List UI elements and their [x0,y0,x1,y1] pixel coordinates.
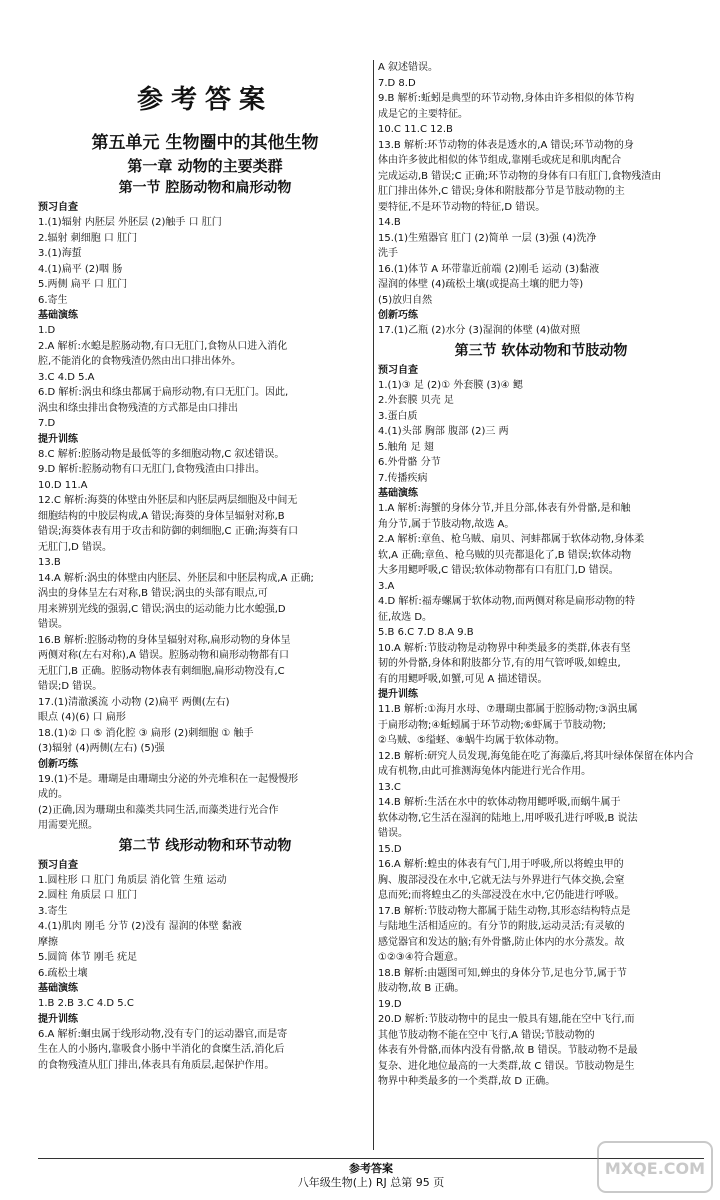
watermark-logo-icon [596,1140,714,1194]
answer-line: 3.C 4.D 5.A [38,371,95,383]
sub-heading: 创新巧练 [378,310,418,321]
answer-line: 10.D 11.A [38,479,88,491]
answer-line: 6.外骨骼 分节 [378,457,441,468]
section-title-1: 第一节 腔肠动物和扁形动物 [118,180,292,196]
answer-line: 3.寄生 [38,905,68,917]
answer-line: 17.(1)乙瓶 (2)水分 (3)湿润的体壁 (4)做对照 [378,325,581,336]
sub-heading: 提升训练 [38,433,78,445]
answer-line: 要特征,不是环节动物的特征,D 错误。 [378,201,546,213]
page-title: 参考答案 [136,85,273,115]
answer-line: 5.两侧 扁平 口 肛门 [38,279,128,290]
answer-line: 物界中种类最多的一个类群,故 D 正确。 [378,1076,556,1087]
answer-line: 角分节,属于节肢动物,故选 A。 [378,518,515,530]
answer-line: 其他节肢动物不能在空中飞行,A 错误;节肢动物的 [378,1029,595,1041]
answer-line: 8.C 解析:腔肠动物是最低等的多细胞动物,C 叙述错误。 [38,448,285,460]
answer-line: 体由许多彼此相似的体节组成,靠刚毛或疣足和肌肉配合 [378,155,622,166]
answer-line: 无肛门,D 错误。 [38,541,113,553]
answer-line: 3.A [378,580,395,592]
answer-line: 14.B 解析:生活在水中的软体动物用鳃呼吸,而蜗牛属于 [378,797,621,808]
answer-line: 12.C 解析:海葵的体壁由外胚层和内胚层两层细胞及中间无 [38,495,298,506]
sub-heading: 基础演练 [38,310,78,321]
answer-line: 成的。 [38,789,68,800]
answer-line: 13.B [38,557,61,568]
answer-line: 涡虫和绦虫排出食物残渣的方式都是由口排出 [38,402,238,414]
answer-line: 6.寄生 [38,294,68,306]
answer-line: 19.(1)不是。珊瑚是由珊瑚虫分泌的外壳堆积在一起慢慢形 [38,773,299,785]
right-body-a [378,60,704,339]
footer-title: 参考答案 [349,1162,393,1175]
answer-line: 14.A 解析:涡虫的体壁由内胚层、外胚层和中胚层构成,A 正确; [38,572,314,584]
answer-line: 与陆地生活相适应的。有分节的附肢,运动灵活;有灵敏的 [378,921,625,932]
answer-line: 6.D 解析:涡虫和绦虫都属于扁形动物,有口无肛门。因此, [38,387,289,398]
sub-heading: 预习自查 [38,859,78,871]
answer-line: 征,故选 D。 [378,611,433,623]
answer-line: 18.(1)② 口 ⑤ 消化腔 ③ 扁形 (2)刺细胞 ① 触手 [38,727,254,739]
answer-line: 1.D [38,325,56,336]
answer-line: 3.(1)海蜇 [38,248,82,259]
answer-line: 9.B 解析:蚯蚓是典型的环节动物,身体由许多相似的体节构 [378,93,635,104]
sub-heading: 基础演练 [38,983,78,994]
answer-line: (2)正确,因为珊瑚虫和藻类共同生活,而藻类进行光合作 [38,804,279,816]
answer-line: 2.A 解析:章鱼、枪乌贼、扇贝、河蚌都属于软体动物,身体柔 [378,534,645,545]
answer-line: 的食物残渣从肛门排出,体表具有角质层,起保护作用。 [38,1059,275,1071]
right-body-b [378,363,704,1090]
answer-line: 13.C [378,781,401,793]
answer-line: 19.D [378,998,402,1010]
answer-line: 细胞结构的中胶层构成,A 错误;海葵的身体呈辐射对称,B [38,510,285,522]
answer-line: A 叙述错误。 [378,62,439,73]
answer-line: 成是它的主要特征。 [378,108,468,120]
answer-line: 洗手 [378,248,398,259]
answer-line: 复杂、进化地位最高的一大类群,故 C 错误。节肢动物是生 [378,1060,635,1072]
answer-line: 成有机物,由此可推测海兔体内能进行光合作用。 [378,766,592,777]
answer-line: 错误;海葵体表有用于攻击和防御的刺细胞,C 正确;海葵有口 [38,526,299,537]
answer-line: 摩擦 [38,936,58,948]
answer-line: 10.C 11.C 12.B [378,124,453,135]
section-2-body [38,858,372,1074]
answer-line: 用需要光照。 [38,820,98,831]
answer-line: 7.D 8.D [378,77,416,89]
answer-line: 2.辐射 刺细胞 口 肛门 [38,232,138,244]
sub-heading: 创新巧练 [38,758,78,770]
answer-line: 胸、腹部浸没在水中,它就无法与外界进行气体交换,会窒 [378,874,625,886]
answer-line: 15.D [378,843,402,855]
answer-line: 15.(1)生殖器官 肛门 (2)简单 一层 (3)强 (4)洗净 [378,232,597,244]
section-title-3: 第三节 软体动物和节肢动物 [454,342,628,359]
answer-line: 7.D [38,418,56,429]
answer-line: (3)辐射 (4)两侧(左右) (5)强 [38,743,165,754]
answer-line: 肢动物,故 B 正确。 [378,983,465,994]
answer-line: 12.B 解析:研究人员发现,海兔能在吃了海藻后,将其叶绿体保留在体内合 [378,750,694,762]
answer-line: 生在人的小肠内,靠吸食小肠中半消化的食糜生活,消化后 [38,1044,285,1055]
answer-line: 两侧对称(左右对称),A 错误。腔肠动物和扁形动物都有口 [38,650,290,661]
answer-line: 错误。 [38,619,68,630]
answer-line: 2.外套膜 贝壳 足 [378,395,454,406]
sub-heading: 提升训练 [378,689,418,700]
answer-line: 2.A 解析:水螅是腔肠动物,有口无肛门,食物从口进入消化 [38,340,288,352]
answer-line: 体表有外骨骼,而体内没有骨骼,故 B 错误。节肢动物不是最 [378,1045,638,1056]
answer-line: 2.圆柱 角质层 口 肛门 [38,890,138,901]
answer-line: 息而死;而将蝗虫乙的头部浸没在水中,它仍能进行呼吸。 [378,890,625,901]
answer-line: ①②③④符合题意。 [378,952,464,963]
answer-line: 6.A 解析:蛔虫属于线形动物,没有专门的运动器官,而是寄 [38,1028,288,1040]
answer-line: 20.D 解析:节肢动物中的昆虫一般具有翅,能在空中飞行,而 [378,1014,635,1025]
answer-line: 17.(1)清澈溪流 小动物 (2)扁平 两侧(左右) [38,696,230,708]
answer-line: 1.圆柱形 口 肛门 角质层 消化管 生殖 运动 [38,874,227,886]
answer-line: (5)放归自然 [378,294,433,306]
sub-heading: 提升训练 [38,1013,78,1025]
answer-line: 有的用鳃呼吸,如蟹,可见 A 描述错误。 [378,673,548,685]
answer-line: 错误。 [378,828,408,839]
answer-line: ②乌贼、⑤缢蛏、⑧蜗牛均属于软体动物。 [378,735,565,746]
answer-line: 用来辨别光线的强弱,C 错误;涡虫的运动能力比水螅强,D [38,603,286,615]
section-1-body [38,200,372,834]
answer-line: 于扁形动物;④蚯蚓属于环节动物;⑥虾属于节肢动物; [378,719,607,731]
answer-line: 大多用鳃呼吸,C 错误;软体动物都有口有肛门,D 错误。 [378,565,619,576]
sub-heading: 预习自查 [38,202,78,213]
answer-line: 错误;D 错误。 [38,681,103,692]
answer-line: 感觉器官和发达的脑;有外骨骼,防止体内的水分蒸发。故 [378,936,625,948]
answer-line: 肛门排出体外,C 错误;身体和附肢都分节是节肢动物的主 [378,186,625,197]
answer-line: 9.D 解析:腔肠动物有口无肛门,食物残渣由口排出。 [38,464,265,475]
answer-line: 腔,不能消化的食物残渣仍然由出口排出体外。 [38,356,242,367]
answer-line: 17.B 解析:节肢动物大都属于陆生动物,其形态结构特点是 [378,905,631,917]
sub-heading: 基础演练 [378,488,418,499]
sub-heading: 预习自查 [378,364,418,376]
answer-line: 4.(1)扁平 (2)咽 肠 [38,263,123,275]
answer-line: 6.疏松土壤 [38,967,88,979]
answer-line: 湿润的体壁 (4)疏松土壤(或提高土壤的肥力等) [378,279,584,290]
answer-line: 18.B 解析:由题图可知,蝉虫的身体分节,足也分节,属于节 [378,967,627,979]
left-column [38,58,372,1073]
answer-line: 眼点 (4)(6) 口 扁形 [38,712,126,723]
answer-line: 1.(1)辐射 内胚层 外胚层 (2)触手 口 肛门 [38,217,222,228]
answer-line: 3.蛋白质 [378,410,418,422]
footer-page-info: 八年级生物(上) RJ 总第 95 页 [297,1176,445,1189]
section-title-2: 第二节 线形动物和环节动物 [118,837,292,854]
answer-line: 4.D 解析:福寿螺属于软体动物,而两侧对称是扁形动物的特 [378,596,635,607]
answer-line: 4.(1)头部 胸部 腹部 (2)三 两 [378,426,509,437]
answer-line: 10.A 解析:节肢动物是动物界中种类最多的类群,体表有坚 [378,642,631,654]
answer-line: 14.B [378,217,401,228]
answer-line: 11.B 解析:①海月水母、⑦珊瑚虫都属于腔肠动物;③涡虫属 [378,704,638,715]
answer-line: 7.传播疾病 [378,472,428,484]
column-divider [373,60,374,1150]
answer-line: 5.圆筒 体节 刚毛 疣足 [38,952,138,963]
answer-line: 16.B 解析:腔肠动物的身体呈辐射对称,扁形动物的身体呈 [38,634,291,646]
answer-line: 13.B 解析:环节动物的体表是透水的,A 错误;环节动物的身 [378,139,634,151]
answer-line: 4.(1)肌肉 刚毛 分节 (2)没有 湿润的体壁 黏液 [38,921,242,932]
answer-line: 16.A 解析:蝗虫的体表有气门,用于呼吸,所以将蝗虫甲的 [378,859,624,870]
answer-line: 软,A 正确;章鱼、枪乌贼的贝壳都退化了,B 错误;软体动物 [378,549,632,561]
answer-line: 无肛门,B 正确。腔肠动物体表有刺细胞,扁形动物没有,C [38,665,285,677]
unit-title: 第五单元 生物圈中的其他生物 [91,133,319,153]
answer-line: 韧的外骨骼,身体和附肢都分节,有的用气管呼吸,如蝗虫, [378,658,621,669]
answer-line: 1.A 解析:海蟹的身体分节,并且分部,体表有外骨骼,是和触 [378,503,631,514]
right-column [378,60,704,1090]
answer-line: 软体动物,它生活在湿润的陆地上,用呼吸孔进行呼吸,B 说法 [378,812,638,824]
answer-line: 涡虫的身体呈左右对称,B 错误;涡虫的头部有眼点,可 [38,588,268,599]
answer-line: 16.(1)体节 A 环带靠近前端 (2)刚毛 运动 (3)黏液 [378,263,600,275]
answer-line: 1.B 2.B 3.C 4.D 5.C [38,998,134,1009]
svg-text:MXQE.COM: MXQE.COM [604,1159,706,1178]
answer-line: 完成运动,B 错误;C 正确;环节动物的身体有口有肛门,食物残渣由 [378,170,662,182]
answer-line: 1.(1)③ 足 (2)① 外套膜 (3)④ 鳃 [378,379,523,391]
answer-line: 5.触角 足 翅 [378,441,434,453]
answer-line: 5.B 6.C 7.D 8.A 9.B [378,627,474,638]
chapter-title: 第一章 动物的主要类群 [127,157,283,175]
